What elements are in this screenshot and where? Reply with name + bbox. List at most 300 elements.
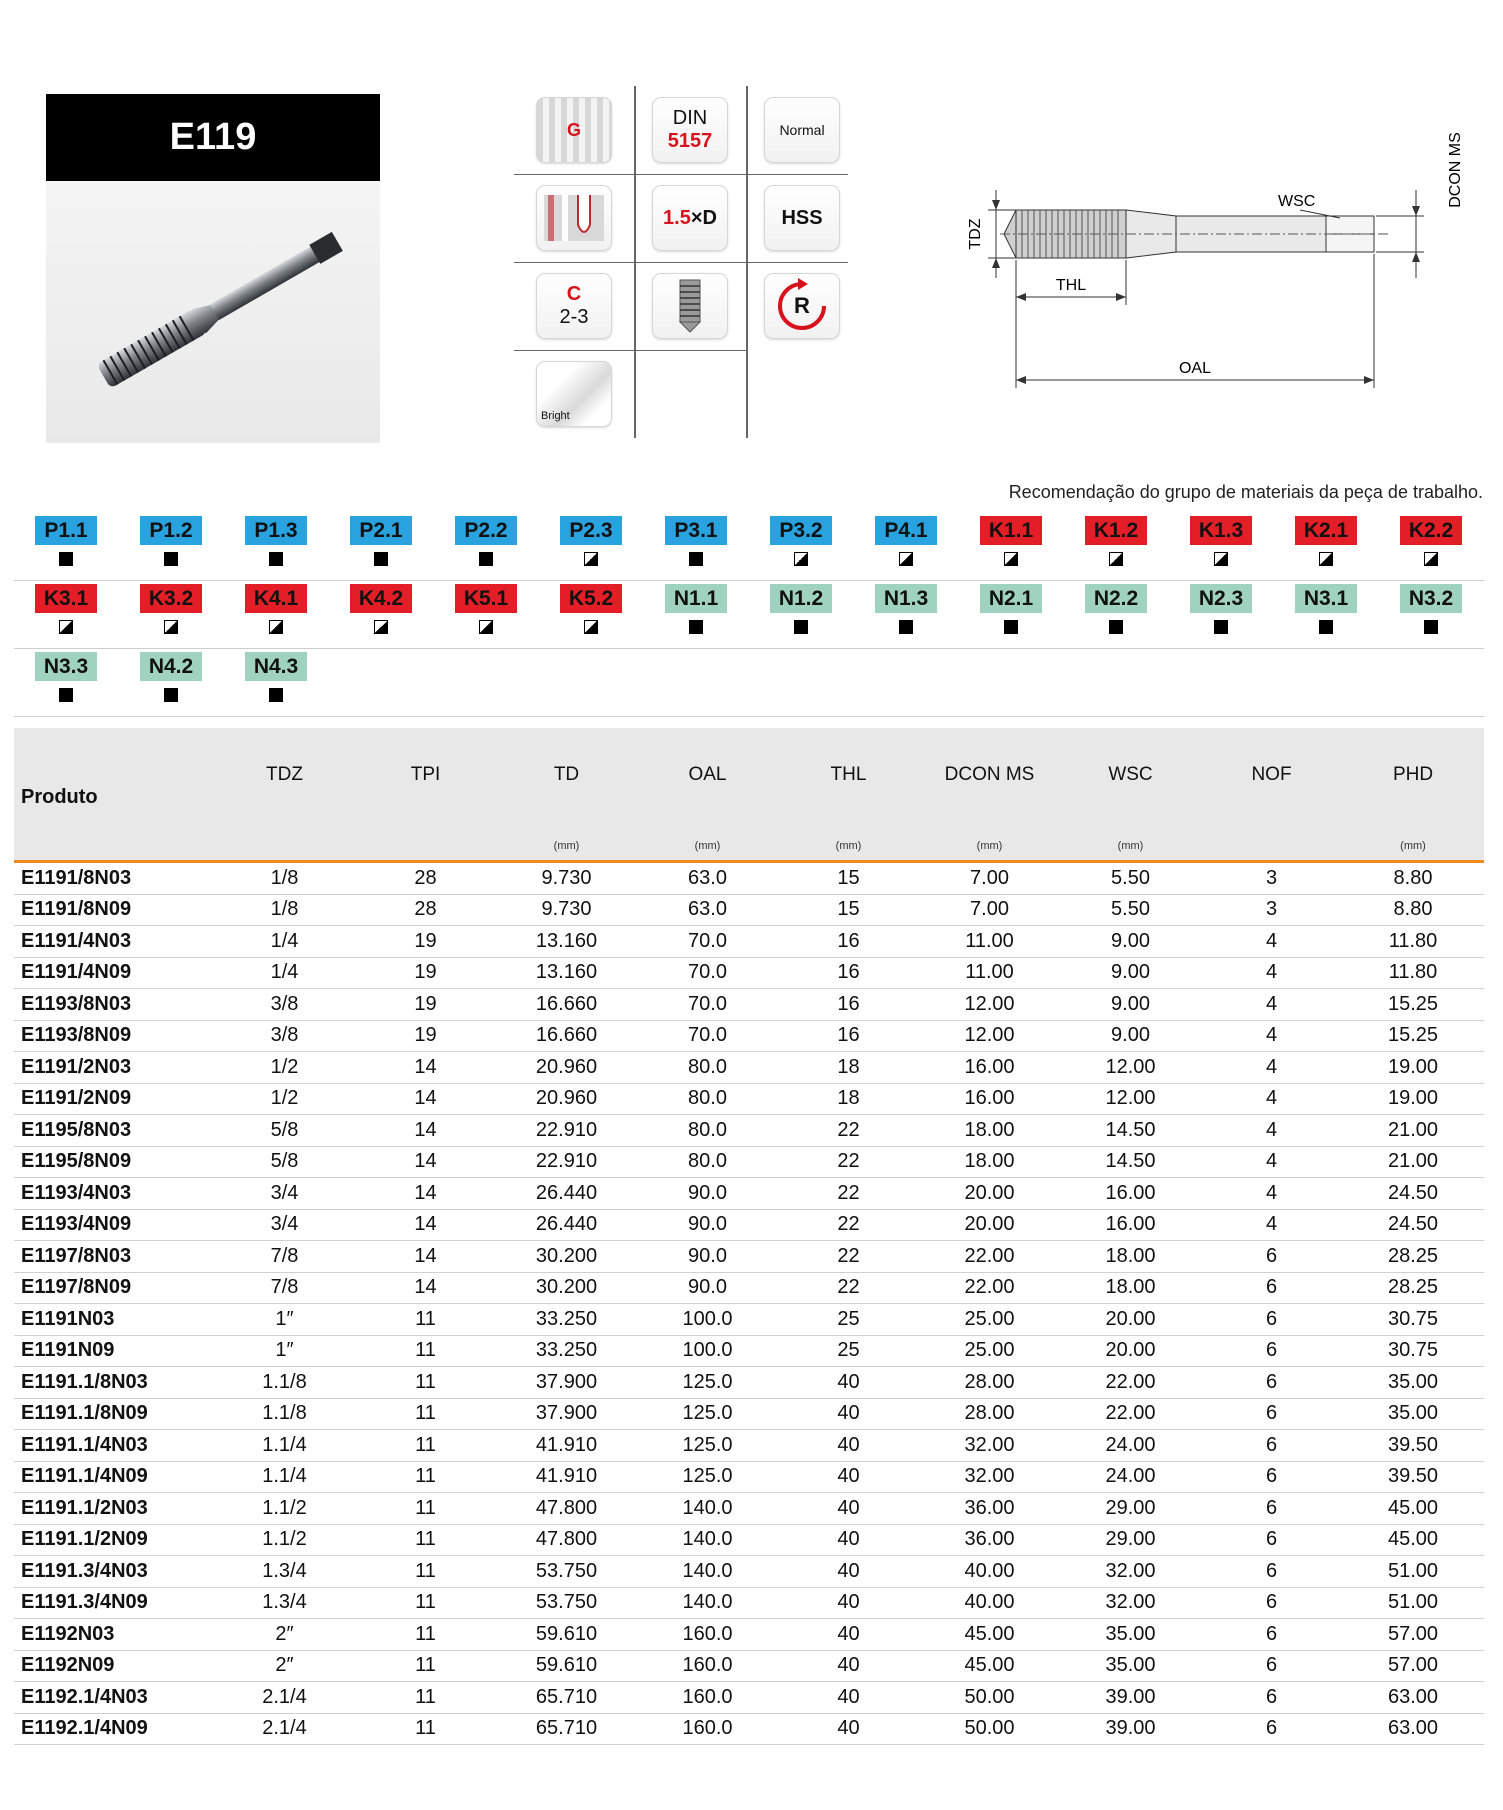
table-cell: 6 bbox=[1201, 1241, 1342, 1273]
table-cell: 40.00 bbox=[919, 1556, 1060, 1588]
table-row bbox=[14, 1619, 1484, 1651]
table-cell: 9.00 bbox=[1060, 989, 1201, 1021]
table-cell: 6 bbox=[1201, 1650, 1342, 1682]
column-label: TD bbox=[553, 764, 580, 785]
table-cell: 3 bbox=[1201, 862, 1342, 895]
table-cell: 9.00 bbox=[1060, 1020, 1201, 1052]
rotation-letter: R bbox=[794, 293, 810, 318]
material-recommendation-title: Recomendação do grupo de materiais da peça de trabalho. bbox=[1008, 482, 1483, 502]
table-cell: 6 bbox=[1201, 1304, 1342, 1336]
oal-label: OAL bbox=[1178, 360, 1212, 377]
tap-image bbox=[46, 181, 380, 443]
table-cell: 1.1/2 bbox=[214, 1493, 355, 1525]
chamfer-letter: C bbox=[566, 283, 582, 305]
material-group bbox=[1379, 516, 1483, 566]
material-group bbox=[14, 652, 118, 702]
depth-value: 1.5 bbox=[663, 206, 691, 229]
primary-suitability-icon bbox=[374, 552, 388, 566]
table-cell: 25.00 bbox=[919, 1304, 1060, 1336]
coating-label: Bright bbox=[541, 410, 570, 422]
table-row bbox=[14, 1178, 1484, 1210]
table-cell: 35.00 bbox=[1060, 1619, 1201, 1651]
table-cell: 11 bbox=[355, 1619, 496, 1651]
table-cell: 57.00 bbox=[1342, 1650, 1484, 1682]
table-cell: 25 bbox=[778, 1335, 919, 1367]
table-row bbox=[14, 1367, 1484, 1399]
table-cell: 12.00 bbox=[919, 989, 1060, 1021]
table-cell: 4 bbox=[1201, 1209, 1342, 1241]
table-cell: 28.25 bbox=[1342, 1272, 1484, 1304]
table-cell: 40 bbox=[778, 1650, 919, 1682]
table-cell: 70.0 bbox=[637, 926, 778, 958]
table-cell: 30.200 bbox=[496, 1241, 637, 1273]
table-cell: 14 bbox=[355, 1115, 496, 1147]
table-cell: 1.1/4 bbox=[214, 1430, 355, 1462]
product-code-cell: E1191/2N09 bbox=[14, 1083, 214, 1115]
table-cell: 11 bbox=[355, 1335, 496, 1367]
product-code-cell: E1192N09 bbox=[14, 1650, 214, 1682]
through-hole-icon bbox=[536, 185, 612, 251]
thread-letter: G bbox=[566, 119, 581, 140]
table-cell: 28.25 bbox=[1342, 1241, 1484, 1273]
table-cell: 40 bbox=[778, 1461, 919, 1493]
table-cell: 40 bbox=[778, 1524, 919, 1556]
table-cell: 40 bbox=[778, 1713, 919, 1745]
table-row bbox=[14, 1083, 1484, 1115]
product-code-cell: E1192.1/4N03 bbox=[14, 1682, 214, 1714]
secondary-suitability-icon bbox=[1319, 552, 1333, 566]
material-group bbox=[119, 516, 223, 566]
material-code-badge: K1.1 bbox=[980, 516, 1042, 545]
product-title: E119 bbox=[46, 94, 380, 181]
table-cell: 5/8 bbox=[214, 1115, 355, 1147]
table-cell: 45.00 bbox=[1342, 1493, 1484, 1525]
column-label: THL bbox=[830, 764, 867, 785]
table-cell: 29.00 bbox=[1060, 1524, 1201, 1556]
table-cell: 9.00 bbox=[1060, 926, 1201, 958]
primary-suitability-icon bbox=[1214, 620, 1228, 634]
table-cell: 39.50 bbox=[1342, 1461, 1484, 1493]
table-cell: 5.50 bbox=[1060, 894, 1201, 926]
table-cell: 45.00 bbox=[919, 1619, 1060, 1651]
table-cell: 39.00 bbox=[1060, 1682, 1201, 1714]
material-code-badge: K2.1 bbox=[1295, 516, 1357, 545]
straight-flute-icon bbox=[652, 273, 728, 339]
table-cell: 25 bbox=[778, 1304, 919, 1336]
table-cell: 19 bbox=[355, 989, 496, 1021]
table-cell: 4 bbox=[1201, 957, 1342, 989]
table-cell: 160.0 bbox=[637, 1713, 778, 1745]
material-group bbox=[329, 584, 433, 634]
column-header bbox=[637, 728, 778, 862]
product-code-cell: E1191.3/4N03 bbox=[14, 1556, 214, 1588]
table-cell: 19.00 bbox=[1342, 1083, 1484, 1115]
table-cell: 3 bbox=[1201, 894, 1342, 926]
product-code-cell: E1193/4N03 bbox=[14, 1178, 214, 1210]
material-code-badge: K1.3 bbox=[1190, 516, 1252, 545]
table-cell: 18.00 bbox=[1060, 1272, 1201, 1304]
table-row bbox=[14, 926, 1484, 958]
table-cell: 11 bbox=[355, 1430, 496, 1462]
column-unit: (mm) bbox=[1117, 840, 1144, 852]
column-unit: (mm) bbox=[976, 840, 1003, 852]
table-cell: 4 bbox=[1201, 989, 1342, 1021]
product-code-cell: E1195/8N03 bbox=[14, 1115, 214, 1147]
secondary-suitability-icon bbox=[269, 620, 283, 634]
table-cell: 18.00 bbox=[919, 1146, 1060, 1178]
product-code-cell: E1191/8N03 bbox=[14, 862, 214, 895]
material-group bbox=[1169, 516, 1273, 566]
table-cell: 45.00 bbox=[1342, 1524, 1484, 1556]
table-cell: 16.00 bbox=[1060, 1209, 1201, 1241]
table-cell: 32.00 bbox=[1060, 1587, 1201, 1619]
table-cell: 40 bbox=[778, 1398, 919, 1430]
product-code-cell: E1191/4N03 bbox=[14, 926, 214, 958]
table-cell: 16 bbox=[778, 957, 919, 989]
table-cell: 9.00 bbox=[1060, 957, 1201, 989]
din-label: DIN bbox=[672, 107, 708, 129]
table-cell: 36.00 bbox=[919, 1524, 1060, 1556]
product-code-cell: E1191.3/4N09 bbox=[14, 1587, 214, 1619]
table-cell: 11 bbox=[355, 1650, 496, 1682]
table-cell: 26.440 bbox=[496, 1209, 637, 1241]
material-code-badge: P4.1 bbox=[875, 516, 937, 545]
primary-suitability-icon bbox=[689, 552, 703, 566]
table-cell: 16.00 bbox=[919, 1083, 1060, 1115]
table-cell: 12.00 bbox=[919, 1020, 1060, 1052]
table-cell: 6 bbox=[1201, 1461, 1342, 1493]
table-cell: 19 bbox=[355, 926, 496, 958]
table-row bbox=[14, 957, 1484, 989]
table-cell: 40 bbox=[778, 1493, 919, 1525]
material-group bbox=[749, 584, 853, 634]
tdz-label: TDZ bbox=[967, 218, 984, 250]
material-group bbox=[329, 516, 433, 566]
table-cell: 22.910 bbox=[496, 1115, 637, 1147]
table-row bbox=[14, 1115, 1484, 1147]
table-row bbox=[14, 1272, 1484, 1304]
table-cell: 21.00 bbox=[1342, 1146, 1484, 1178]
table-cell: 21.00 bbox=[1342, 1115, 1484, 1147]
table-cell: 5.50 bbox=[1060, 862, 1201, 895]
tolerance-label: Normal bbox=[779, 122, 825, 138]
table-row bbox=[14, 1682, 1484, 1714]
table-cell: 14 bbox=[355, 1241, 496, 1273]
table-cell: 125.0 bbox=[637, 1367, 778, 1399]
material-code-badge: K2.2 bbox=[1400, 516, 1462, 545]
product-code-cell: E1191.1/2N09 bbox=[14, 1524, 214, 1556]
product-code-cell: E1193/8N03 bbox=[14, 989, 214, 1021]
material-group bbox=[119, 652, 223, 702]
table-row bbox=[14, 989, 1484, 1021]
column-unit: (mm) bbox=[553, 840, 580, 852]
material-group bbox=[1064, 584, 1168, 634]
table-cell: 11 bbox=[355, 1304, 496, 1336]
material-group bbox=[14, 584, 118, 634]
table-cell: 29.00 bbox=[1060, 1493, 1201, 1525]
material-group bbox=[959, 516, 1063, 566]
material-group bbox=[644, 584, 748, 634]
table-cell: 22.00 bbox=[919, 1241, 1060, 1273]
table-cell: 1.3/4 bbox=[214, 1587, 355, 1619]
table-row bbox=[14, 1052, 1484, 1084]
table-cell: 28.00 bbox=[919, 1367, 1060, 1399]
material-group bbox=[1064, 516, 1168, 566]
table-cell: 19 bbox=[355, 957, 496, 989]
table-cell: 14.50 bbox=[1060, 1146, 1201, 1178]
table-cell: 80.0 bbox=[637, 1083, 778, 1115]
table-row bbox=[14, 1587, 1484, 1619]
table-cell: 160.0 bbox=[637, 1682, 778, 1714]
table-cell: 22 bbox=[778, 1209, 919, 1241]
table-cell: 28 bbox=[355, 894, 496, 926]
table-cell: 53.750 bbox=[496, 1587, 637, 1619]
table-cell: 11.00 bbox=[919, 926, 1060, 958]
table-cell: 11 bbox=[355, 1461, 496, 1493]
table-cell: 18 bbox=[778, 1083, 919, 1115]
table-cell: 30.200 bbox=[496, 1272, 637, 1304]
table-cell: 3/8 bbox=[214, 1020, 355, 1052]
table-cell: 59.610 bbox=[496, 1650, 637, 1682]
table-cell: 14 bbox=[355, 1209, 496, 1241]
material-group bbox=[434, 584, 538, 634]
primary-suitability-icon bbox=[59, 688, 73, 702]
table-cell: 24.50 bbox=[1342, 1209, 1484, 1241]
table-cell: 22 bbox=[778, 1115, 919, 1147]
product-code-cell: E1191.1/2N03 bbox=[14, 1493, 214, 1525]
table-cell: 65.710 bbox=[496, 1682, 637, 1714]
table-cell: 37.900 bbox=[496, 1367, 637, 1399]
table-cell: 4 bbox=[1201, 1020, 1342, 1052]
table-cell: 80.0 bbox=[637, 1115, 778, 1147]
table-cell: 14.50 bbox=[1060, 1115, 1201, 1147]
material-group bbox=[434, 516, 538, 566]
material-code-badge: P2.3 bbox=[560, 516, 622, 545]
table-cell: 13.160 bbox=[496, 957, 637, 989]
column-label: TPI bbox=[410, 764, 441, 785]
table-cell: 63.0 bbox=[637, 862, 778, 895]
table-cell: 6 bbox=[1201, 1335, 1342, 1367]
table-cell: 140.0 bbox=[637, 1587, 778, 1619]
table-cell: 39.00 bbox=[1060, 1713, 1201, 1745]
table-cell: 90.0 bbox=[637, 1178, 778, 1210]
material-code-badge: N2.1 bbox=[980, 584, 1042, 613]
table-cell: 16 bbox=[778, 989, 919, 1021]
column-label: Produto bbox=[21, 786, 98, 808]
table-cell: 1/2 bbox=[214, 1083, 355, 1115]
table-cell: 15.25 bbox=[1342, 989, 1484, 1021]
material-group bbox=[119, 584, 223, 634]
table-cell: 30.75 bbox=[1342, 1335, 1484, 1367]
material-group bbox=[959, 584, 1063, 634]
table-row bbox=[14, 1493, 1484, 1525]
table-cell: 50.00 bbox=[919, 1713, 1060, 1745]
table-cell: 125.0 bbox=[637, 1398, 778, 1430]
table-cell: 16.660 bbox=[496, 1020, 637, 1052]
table-row bbox=[14, 1209, 1484, 1241]
table-cell: 37.900 bbox=[496, 1398, 637, 1430]
table-cell: 45.00 bbox=[919, 1650, 1060, 1682]
table-cell: 63.0 bbox=[637, 894, 778, 926]
table-cell: 40 bbox=[778, 1682, 919, 1714]
column-label: TDZ bbox=[266, 764, 303, 785]
table-cell: 19 bbox=[355, 1020, 496, 1052]
table-cell: 4 bbox=[1201, 1178, 1342, 1210]
column-header bbox=[496, 728, 637, 862]
table-cell: 6 bbox=[1201, 1713, 1342, 1745]
table-cell: 16 bbox=[778, 926, 919, 958]
product-code-cell: E1197/8N09 bbox=[14, 1272, 214, 1304]
material-code-badge: N2.2 bbox=[1085, 584, 1147, 613]
column-unit: (mm) bbox=[1400, 840, 1426, 852]
product-code-cell: E1191/2N03 bbox=[14, 1052, 214, 1084]
table-cell: 22 bbox=[778, 1241, 919, 1273]
table-row bbox=[14, 1461, 1484, 1493]
table-cell: 70.0 bbox=[637, 989, 778, 1021]
table-cell: 125.0 bbox=[637, 1461, 778, 1493]
table-cell: 4 bbox=[1201, 926, 1342, 958]
table-cell: 6 bbox=[1201, 1524, 1342, 1556]
table-cell: 7.00 bbox=[919, 862, 1060, 895]
table-cell: 28.00 bbox=[919, 1398, 1060, 1430]
table-cell: 24.00 bbox=[1060, 1461, 1201, 1493]
dcon-label: DCON MS bbox=[1447, 132, 1464, 208]
table-cell: 4 bbox=[1201, 1052, 1342, 1084]
column-label: OAL bbox=[688, 764, 727, 785]
product-photo bbox=[46, 181, 380, 443]
table-cell: 40 bbox=[778, 1430, 919, 1462]
table-cell: 160.0 bbox=[637, 1650, 778, 1682]
table-cell: 7/8 bbox=[214, 1272, 355, 1304]
material-code-badge: P3.1 bbox=[665, 516, 727, 545]
table-cell: 1/8 bbox=[214, 894, 355, 926]
table-cell: 22 bbox=[778, 1178, 919, 1210]
product-code-cell: E1195/8N09 bbox=[14, 1146, 214, 1178]
table-cell: 15 bbox=[778, 894, 919, 926]
primary-suitability-icon bbox=[1109, 620, 1123, 634]
table-cell: 35.00 bbox=[1060, 1650, 1201, 1682]
table-cell: 40 bbox=[778, 1367, 919, 1399]
product-code-cell: E1193/4N09 bbox=[14, 1209, 214, 1241]
material-group bbox=[224, 584, 328, 634]
table-cell: 14 bbox=[355, 1083, 496, 1115]
column-label: PHD bbox=[1392, 764, 1434, 785]
table-cell: 20.960 bbox=[496, 1083, 637, 1115]
table-cell: 11 bbox=[355, 1587, 496, 1619]
product-code-cell: E1191.1/8N09 bbox=[14, 1398, 214, 1430]
secondary-suitability-icon bbox=[899, 552, 913, 566]
table-cell: 22.00 bbox=[919, 1272, 1060, 1304]
product-code-cell: E1191/4N09 bbox=[14, 957, 214, 989]
table-row bbox=[14, 862, 1484, 895]
table-row bbox=[14, 1556, 1484, 1588]
depth-icon bbox=[652, 185, 728, 251]
table-cell: 14 bbox=[355, 1052, 496, 1084]
table-cell: 12.00 bbox=[1060, 1052, 1201, 1084]
table-cell: 51.00 bbox=[1342, 1556, 1484, 1588]
table-cell: 100.0 bbox=[637, 1335, 778, 1367]
material-group bbox=[224, 652, 328, 702]
table-cell: 18.00 bbox=[1060, 1241, 1201, 1273]
chamfer-range: 2-3 bbox=[559, 306, 589, 328]
table-cell: 6 bbox=[1201, 1682, 1342, 1714]
table-cell: 9.730 bbox=[496, 894, 637, 926]
table-cell: 2.1/4 bbox=[214, 1682, 355, 1714]
column-header bbox=[778, 728, 919, 862]
table-cell: 20.00 bbox=[919, 1178, 1060, 1210]
table-cell: 4 bbox=[1201, 1083, 1342, 1115]
column-header bbox=[214, 728, 355, 862]
primary-suitability-icon bbox=[1319, 620, 1333, 634]
column-header bbox=[355, 728, 496, 862]
table-cell: 22.910 bbox=[496, 1146, 637, 1178]
material-code-badge: N3.2 bbox=[1400, 584, 1462, 613]
table-cell: 15.25 bbox=[1342, 1020, 1484, 1052]
table-cell: 6 bbox=[1201, 1398, 1342, 1430]
table-cell: 6 bbox=[1201, 1619, 1342, 1651]
product-code-cell: E1191N09 bbox=[14, 1335, 214, 1367]
table-cell: 1″ bbox=[214, 1304, 355, 1336]
table-cell: 16.00 bbox=[1060, 1178, 1201, 1210]
material-group bbox=[1274, 584, 1378, 634]
table-cell: 16.660 bbox=[496, 989, 637, 1021]
product-code-cell: E1192N03 bbox=[14, 1619, 214, 1651]
table-cell: 22.00 bbox=[1060, 1398, 1201, 1430]
table-cell: 1.1/4 bbox=[214, 1461, 355, 1493]
table-cell: 70.0 bbox=[637, 957, 778, 989]
table-cell: 90.0 bbox=[637, 1241, 778, 1273]
table-cell: 32.00 bbox=[919, 1461, 1060, 1493]
table-cell: 57.00 bbox=[1342, 1619, 1484, 1651]
table-cell: 5/8 bbox=[214, 1146, 355, 1178]
table-row bbox=[14, 1241, 1484, 1273]
material-code-badge: P1.2 bbox=[140, 516, 202, 545]
table-cell: 4 bbox=[1201, 1146, 1342, 1178]
table-cell: 1.1/8 bbox=[214, 1367, 355, 1399]
column-header bbox=[14, 728, 214, 862]
table-cell: 1/8 bbox=[214, 862, 355, 895]
material-row bbox=[14, 514, 1484, 581]
table-cell: 7/8 bbox=[214, 1241, 355, 1273]
table-cell: 100.0 bbox=[637, 1304, 778, 1336]
table-cell: 3/4 bbox=[214, 1178, 355, 1210]
table-row bbox=[14, 1713, 1484, 1745]
table-cell: 4 bbox=[1201, 1115, 1342, 1147]
material-group bbox=[224, 516, 328, 566]
material-code-badge: N4.2 bbox=[140, 652, 202, 681]
table-cell: 11 bbox=[355, 1682, 496, 1714]
table-header bbox=[14, 728, 1484, 862]
table-cell: 7.00 bbox=[919, 894, 1060, 926]
table-cell: 11 bbox=[355, 1493, 496, 1525]
feature-icon-grid bbox=[514, 86, 848, 438]
table-cell: 14 bbox=[355, 1178, 496, 1210]
table-cell: 70.0 bbox=[637, 1020, 778, 1052]
material-group bbox=[539, 516, 643, 566]
primary-suitability-icon bbox=[59, 552, 73, 566]
table-cell: 33.250 bbox=[496, 1335, 637, 1367]
material-code-badge: K1.2 bbox=[1085, 516, 1147, 545]
material-code-badge: P2.2 bbox=[455, 516, 517, 545]
table-cell: 47.800 bbox=[496, 1493, 637, 1525]
material-code-badge: P1.1 bbox=[35, 516, 97, 545]
table-cell: 40 bbox=[778, 1587, 919, 1619]
table-cell: 51.00 bbox=[1342, 1587, 1484, 1619]
primary-suitability-icon bbox=[164, 688, 178, 702]
table-cell: 140.0 bbox=[637, 1556, 778, 1588]
material-code-badge: P3.2 bbox=[770, 516, 832, 545]
table-cell: 22.00 bbox=[1060, 1367, 1201, 1399]
